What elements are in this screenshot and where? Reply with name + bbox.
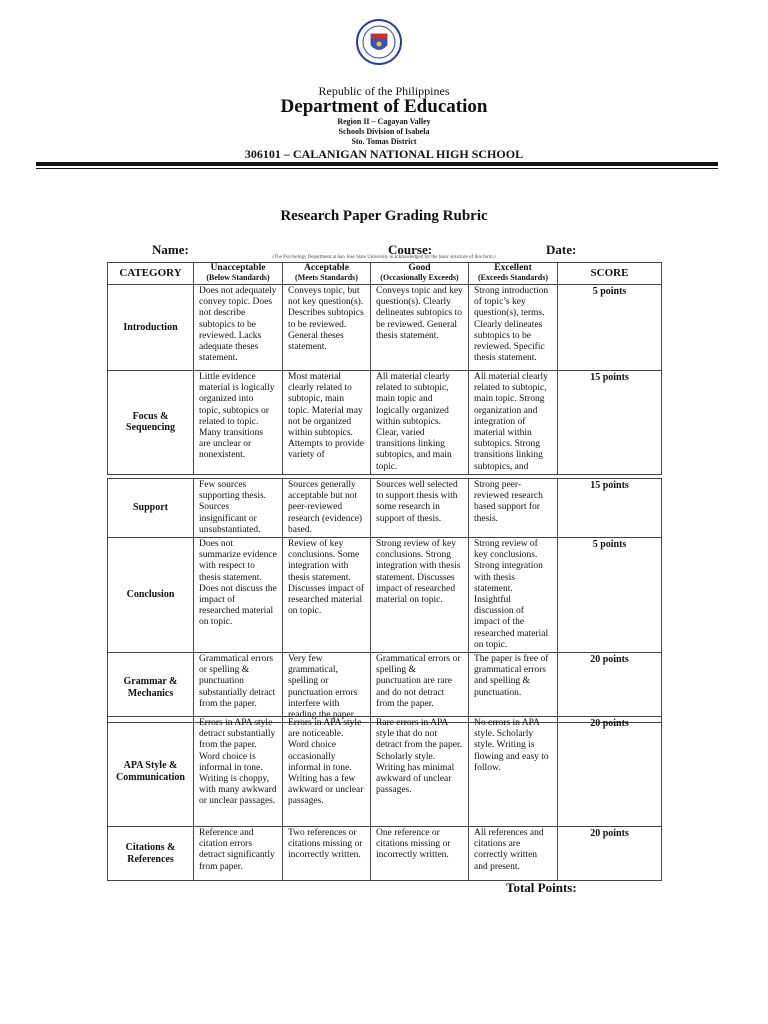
row-good: All material clearly related to subtopic, main topic and logically organized within subtopics. Clear, varied transitions linking subtopics, and main topic. <box>371 371 469 475</box>
row-unacceptable: Little evidence material is logically organized into topic, subtopics or related to topic. Many transitions are unclear or nonexistent. <box>194 371 283 475</box>
acceptable-header <box>283 263 371 285</box>
row-score: 15 points <box>558 479 662 538</box>
acceptable-header-sub: (Meets Standards) <box>295 273 358 282</box>
row-score: 5 points <box>558 538 662 653</box>
row-acceptable: Sources generally acceptable but not peer-reviewed research (evidence) based. <box>283 479 371 538</box>
row-acceptable: Two references or citations missing or incorrectly written. <box>283 827 371 881</box>
row-unacceptable: Errors in APA style detract substantially from the paper. Word choice is informal in tone. Writing is choppy, with many awkward or unclear passages. <box>194 717 283 827</box>
date-field-label: Date: <box>546 242 577 257</box>
department-title: Department of Education <box>280 96 488 117</box>
row-category: Support <box>108 479 194 538</box>
total-points-label: Total Points: <box>506 880 577 895</box>
row-category: Citations & References <box>108 827 194 881</box>
row-unacceptable: Reference and citation errors detract significantly from paper. <box>194 827 283 881</box>
row-acceptable: Very few grammatical, spelling or punctuation errors interfere with reading the paper. <box>283 653 371 723</box>
row-excellent: Strong review of key conclusions. Strong integration with thesis statement. Insightful discussion of impact of the researched material on topic. <box>469 538 558 653</box>
row-good: Grammatical errors or spelling & punctuation are rare and do not detract from the paper. <box>371 653 469 723</box>
rubric-table-part-3 <box>107 716 662 881</box>
row-excellent: All references and citations are correctly written and present. <box>469 827 558 881</box>
district-label: Sto. Tomas District <box>351 137 417 146</box>
table-row <box>108 827 662 881</box>
row-unacceptable: Grammatical errors or spelling & punctuation substantially detract from the paper. <box>194 653 283 723</box>
row-excellent: The paper is free of grammatical errors and spelling & punctuation. <box>469 653 558 723</box>
row-excellent: No errors in APA style. Scholarly style. Writing is flowing and easy to follow. <box>469 717 558 827</box>
row-score: 20 points <box>558 717 662 827</box>
header-rule-thick <box>36 162 718 166</box>
row-good: Sources well selected to support thesis with some research in support of thesis. <box>371 479 469 538</box>
table-row <box>108 538 662 653</box>
row-score: 15 points <box>558 371 662 475</box>
rubric-title: Research Paper Grading Rubric <box>280 208 488 224</box>
table-row <box>108 285 662 371</box>
region-label: Region II – Cagayan Valley <box>337 117 431 126</box>
excellent-header-sub: (Exceeds Standards) <box>477 273 548 282</box>
header-rule-thin <box>36 168 718 169</box>
unacceptable-header-sub: (Below Standards) <box>206 273 270 282</box>
row-category: Focus & Sequencing <box>108 371 194 475</box>
row-unacceptable: Few sources supporting thesis. Sources insignificant or unsubstantiated. <box>194 479 283 538</box>
row-acceptable: Review of key conclusions. Some integration with thesis statement. Discusses impact of researched material on topic. <box>283 538 371 653</box>
division-label: Schools Division of Isabela <box>338 127 430 136</box>
row-score: 20 points <box>558 827 662 881</box>
rubric-table-part-1 <box>107 262 662 475</box>
course-field-label: Course: <box>388 242 433 257</box>
school-name: 306101 – CALANIGAN NATIONAL HIGH SCHOOL <box>244 147 524 161</box>
row-good: Conveys topic and key question(s). Clearly delineates subtopics to be reviewed. General thesis statement. <box>371 285 469 371</box>
unacceptable-header <box>194 263 283 285</box>
good-header-label: Good <box>408 263 431 273</box>
good-header-sub: (Occasionally Exceeds) <box>380 273 459 282</box>
table-row <box>108 479 662 538</box>
row-good: One reference or citations missing or incorrectly written. <box>371 827 469 881</box>
table-row <box>108 653 662 723</box>
credit-note: (The Psychology Department at San José State University is acknowledged for the basic structure of this form.) <box>272 255 496 260</box>
row-category: Introduction <box>108 285 194 371</box>
row-acceptable: Most material clearly related to subtopic, main topic. Material may not be organized within subtopics. Attempts to provide variety of <box>283 371 371 475</box>
name-field-label: Name: <box>152 242 189 257</box>
row-score: 20 points <box>558 653 662 723</box>
deped-seal-logo <box>355 18 403 66</box>
acceptable-header-label: Acceptable <box>304 263 349 273</box>
unacceptable-header-label: Unacceptable <box>210 263 266 273</box>
good-header <box>371 263 469 285</box>
category-header: CATEGORY <box>108 263 194 285</box>
score-header: SCORE <box>558 263 662 285</box>
row-unacceptable: Does not adequately convey topic. Does not describe subtopics to be reviewed. Lacks adequate theses statement. <box>194 285 283 371</box>
excellent-header-label: Excellent <box>494 263 532 273</box>
row-acceptable: Conveys topic, but not key question(s). Describes subtopics to be reviewed. General theses statement. <box>283 285 371 371</box>
table-row <box>108 717 662 827</box>
row-category: Grammar & Mechanics <box>108 653 194 723</box>
row-good: Rare errors in APA style that do not detract from the paper. Scholarly style. Writing has minimal awkward of unclear passages. <box>371 717 469 827</box>
table-header-row <box>108 263 662 285</box>
row-excellent: Strong peer-reviewed research based support for thesis. <box>469 479 558 538</box>
table-row <box>108 371 662 475</box>
row-good: Strong review of key conclusions. Strong integration with thesis statement. Discusses impact of researched material on topic. <box>371 538 469 653</box>
row-excellent: Strong introduction of topic’s key question(s), terms. Clearly delineates subtopics to be reviewed. Specific thesis statement. <box>469 285 558 371</box>
row-unacceptable: Does not summarize evidence with respect to thesis statement. Does not discuss the impact of researched material on topic. <box>194 538 283 653</box>
republic-label: Republic of the Philippines <box>318 84 450 98</box>
row-category: Conclusion <box>108 538 194 653</box>
row-category: APA Style & Communication <box>108 717 194 827</box>
row-acceptable: Errors in APA style are noticeable. Word choice occasionally informal in tone. Writing has a few awkward or unclear passages. <box>283 717 371 827</box>
excellent-header <box>469 263 558 285</box>
rubric-table-part-2 <box>107 478 662 723</box>
row-excellent: All material clearly related to subtopic, main topic. Strong organization and integration of material within subtopics. Strong transitions linking subtopics, and <box>469 371 558 475</box>
row-score: 5 points <box>558 285 662 371</box>
